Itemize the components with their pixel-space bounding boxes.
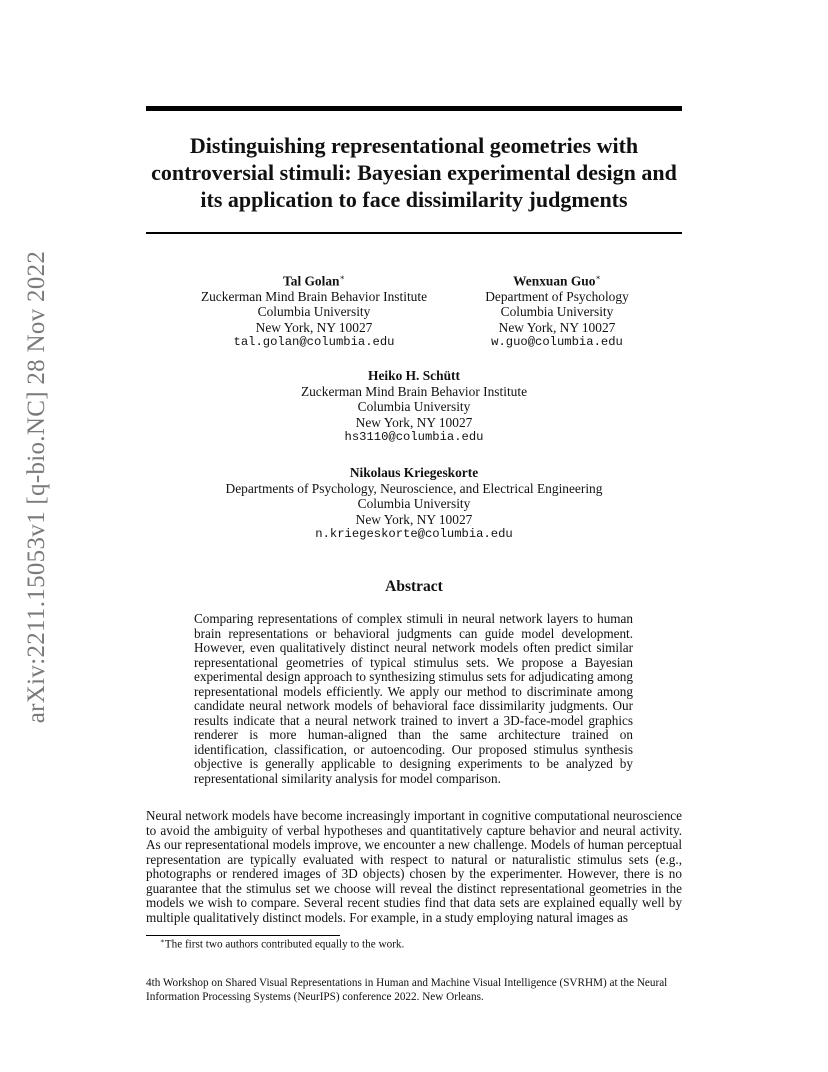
author-institution: Columbia University bbox=[357, 399, 471, 414]
title-top-rule bbox=[146, 106, 682, 111]
venue-note: 4th Workshop on Shared Visual Representations in Human and Machine Visual Intelligence (SVRHM) at the Neural Information Processing Systems (NeurIPS) conference 2022. New Orleans. bbox=[146, 977, 668, 1003]
footnote-text: The first two authors contributed equally to the work. bbox=[164, 938, 405, 951]
equal-contribution-mark: ∗ bbox=[339, 273, 345, 282]
author-affiliation: Department of Psychology bbox=[485, 288, 629, 304]
title-bottom-rule bbox=[146, 232, 682, 234]
author-email[interactable]: tal.golan@columbia.edu bbox=[233, 335, 395, 350]
author-name: Heiko H. Schütt bbox=[368, 368, 460, 383]
author-affiliation: Zuckerman Mind Brain Behavior Institute bbox=[200, 288, 428, 304]
author-location: New York, NY 10027 bbox=[355, 511, 473, 527]
arxiv-identifier-stamp bbox=[22, 250, 52, 724]
abstract-heading: Abstract bbox=[385, 578, 443, 595]
author-email[interactable]: hs3110@columbia.edu bbox=[344, 430, 484, 444]
author-location: New York, NY 10027 bbox=[355, 414, 473, 430]
equal-contribution-mark: ∗ bbox=[595, 273, 601, 282]
arxiv-identifier-text: arXiv:2211.15053v1 [q-bio.NC] 28 Nov 2022 bbox=[23, 250, 50, 724]
introduction-paragraph: Neural network models have become increasingly important in cognitive computational neuroscience to avoid the ambiguity of verbal hypotheses and quantitatively capture behavior and neural activity. As our representational models improve, we encounter a new challenge. Models of human perceptual representation are typically evaluated with respect to natural or naturalistic stimulus sets (e.g., photographs or rendered images of 3D objects) chosen by the experimenter. However, there is no guarantee that the stimulus set we choose will reveal the distinct representational geometries in the models we wish to compare. Several recent studies find that data sets are explained equally well by multiple qualitatively distinct models. For example, in a study employing natural images as bbox=[146, 808, 682, 925]
author-name: Nikolaus Kriegeskorte bbox=[349, 465, 479, 480]
paper-title: Distinguishing representational geometries with controversial stimuli: Bayesian experimental design and its application to face dissimilarity judgments bbox=[151, 133, 677, 212]
author-email[interactable]: w.guo@columbia.edu bbox=[491, 335, 623, 350]
author-location: New York, NY 10027 bbox=[255, 319, 373, 335]
author-institution: Columbia University bbox=[357, 496, 471, 511]
author-affiliation: Zuckerman Mind Brain Behavior Institute bbox=[300, 383, 528, 399]
author-institution: Columbia University bbox=[500, 304, 614, 320]
footnote-mark: ∗ bbox=[160, 937, 165, 945]
author-name: Wenxuan Guo∗ bbox=[513, 273, 601, 289]
footnote bbox=[160, 937, 404, 951]
author-name: Tal Golan∗ bbox=[283, 273, 345, 289]
author-institution: Columbia University bbox=[257, 304, 371, 320]
author-block-4 bbox=[164, 465, 664, 543]
abstract-text: Comparing representations of complex stimuli in neural network layers to human brain representations or behavioral judgments can guide model development. However, even qualitatively distinct neural network models often predict similar representational geometries of typical stimulus sets. We propose a Bayesian experimental design approach to synthesizing stimulus sets for adjudicating among representational models efficiently. We apply our method to discriminate among candidate neural network models of behavioral face dissimilarity judgments. Our results indicate that a neural network trained to invert a 3D-face-model graphics renderer is more human-aligned than the same architecture trained on identification, classification, or autoencoding. Our proposed stimulus synthesis objective is generally applicable to designing experiments to be analyzed by representational similarity analysis for model comparison. bbox=[194, 611, 633, 786]
author-block-3 bbox=[254, 368, 574, 446]
author-location: New York, NY 10027 bbox=[498, 319, 616, 335]
footnote-rule bbox=[146, 935, 340, 936]
author-email[interactable]: n.kriegeskorte@columbia.edu bbox=[315, 527, 513, 541]
author-block-1 bbox=[186, 270, 442, 351]
author-affiliation: Departments of Psychology, Neuroscience, and Electrical Engineering bbox=[225, 480, 603, 496]
author-block-2 bbox=[452, 270, 662, 351]
